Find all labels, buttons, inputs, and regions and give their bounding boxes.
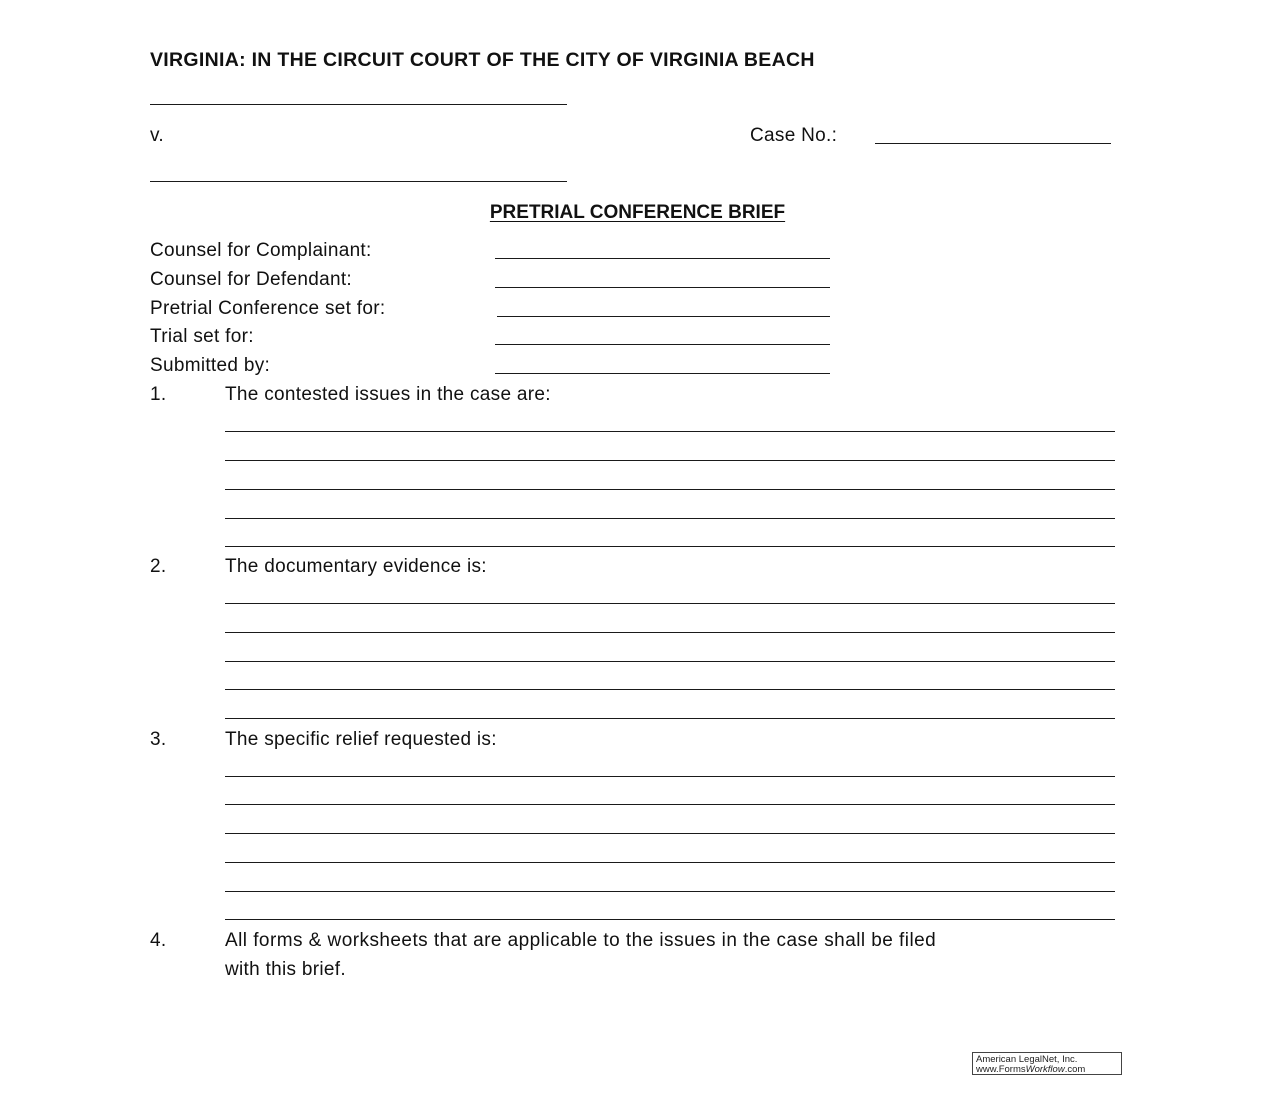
field-line-counsel-complainant[interactable]	[495, 258, 830, 259]
section-3-text: The specific relief requested is:	[225, 729, 497, 750]
section-3-number: 3.	[150, 729, 167, 750]
court-title: VIRGINIA: IN THE CIRCUIT COURT OF THE CITY OF VIRGINIA BEACH	[150, 49, 815, 71]
section-3-answer-line[interactable]	[225, 919, 1115, 920]
section-1-answer-line[interactable]	[225, 518, 1115, 519]
field-line-trial-date[interactable]	[495, 344, 830, 345]
section-3-answer-line[interactable]	[225, 862, 1115, 863]
document-title: PRETRIAL CONFERENCE BRIEF	[489, 202, 786, 223]
plaintiff-name-line[interactable]	[150, 104, 567, 105]
logo-url-italic: Workflow	[1025, 1063, 1065, 1075]
logo-line-2	[976, 1065, 1118, 1075]
field-label-counsel-complainant: Counsel for Complainant:	[150, 240, 372, 261]
section-2-answer-line[interactable]	[225, 603, 1115, 604]
section-2-answer-line[interactable]	[225, 689, 1115, 690]
case-number-label: Case No.:	[750, 125, 838, 146]
section-2-answer-line[interactable]	[225, 661, 1115, 662]
section-1-answer-line[interactable]	[225, 489, 1115, 490]
section-1-text: The contested issues in the case are:	[225, 384, 551, 405]
section-1-answer-line[interactable]	[225, 431, 1115, 432]
american-legalnet-logo	[972, 1052, 1122, 1075]
section-1-answer-line[interactable]	[225, 546, 1115, 547]
field-line-counsel-defendant[interactable]	[495, 287, 830, 288]
section-4-text-line-2: with this brief.	[225, 959, 346, 980]
section-2-text: The documentary evidence is:	[225, 556, 487, 577]
section-4-text-line-1: All forms & worksheets that are applicable to the issues in the case shall be filed	[225, 930, 937, 951]
case-number-line[interactable]	[875, 143, 1111, 144]
section-3-answer-line[interactable]	[225, 776, 1115, 777]
defendant-name-line[interactable]	[150, 181, 567, 182]
field-line-pretrial-date[interactable]	[497, 316, 830, 317]
section-1-answer-line[interactable]	[225, 460, 1115, 461]
field-line-submitted-by[interactable]	[495, 373, 830, 374]
section-2-answer-line[interactable]	[225, 632, 1115, 633]
section-3-answer-line[interactable]	[225, 891, 1115, 892]
section-3-answer-line[interactable]	[225, 833, 1115, 834]
versus-label: v.	[150, 125, 164, 146]
field-label-pretrial-date: Pretrial Conference set for:	[150, 298, 386, 319]
logo-url-suffix: .com	[1064, 1063, 1086, 1075]
section-1-number: 1.	[150, 384, 167, 405]
section-2-number: 2.	[150, 556, 167, 577]
section-4-number: 4.	[150, 930, 167, 951]
logo-url-prefix: www.Forms	[976, 1063, 1026, 1075]
field-label-trial-date: Trial set for:	[150, 326, 254, 347]
field-label-submitted-by: Submitted by:	[150, 355, 271, 376]
logo-line-1: American LegalNet, Inc.	[976, 1054, 1078, 1065]
section-2-answer-line[interactable]	[225, 718, 1115, 719]
field-label-counsel-defendant: Counsel for Defendant:	[150, 269, 352, 290]
section-3-answer-line[interactable]	[225, 804, 1115, 805]
